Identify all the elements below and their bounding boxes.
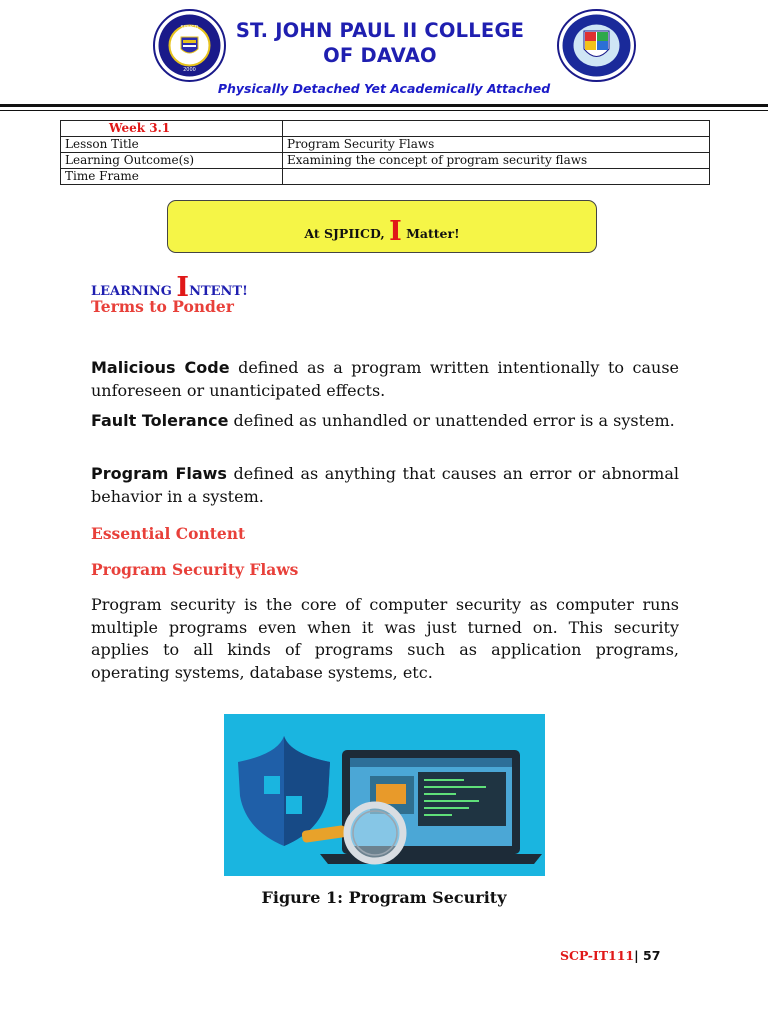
term-fault-tolerance bbox=[91, 410, 679, 433]
row-value-time-frame bbox=[283, 169, 710, 185]
banner-big-letter: I bbox=[389, 216, 402, 247]
college-name-line1: ST. JOHN PAUL II COLLEGE bbox=[235, 19, 525, 42]
term-malicious-code bbox=[91, 357, 679, 402]
terms-heading: Terms to Ponder bbox=[91, 297, 234, 316]
body-paragraph: Program security is the core of computer security as computer runs multiple programs even when it was just turned on. This security applies to all kinds of programs such as application programs, operating systems, database systems, etc. bbox=[91, 595, 679, 682]
tagline: Physically Detached Yet Academically Attached bbox=[217, 81, 551, 96]
footer-separator: | bbox=[634, 948, 644, 963]
banner-suffix: Matter! bbox=[401, 226, 460, 241]
section-heading: Program Security Flaws bbox=[91, 560, 299, 579]
svg-text:SJPIICD: SJPIICD bbox=[180, 25, 199, 31]
table-row bbox=[61, 121, 710, 137]
page-number: 57 bbox=[643, 948, 661, 963]
banner-prefix: At SJPIICD, bbox=[304, 226, 390, 241]
college-name-line2: OF DAVAO bbox=[323, 44, 437, 67]
department-seal-right bbox=[557, 9, 636, 82]
term-name: Program Flaws bbox=[91, 464, 227, 483]
term-definition: defined as a program written intentionally to cause unforeseen or unanticipated effects. bbox=[91, 358, 680, 400]
table-cell bbox=[283, 121, 710, 137]
term-name: Malicious Code bbox=[91, 358, 230, 377]
college-name bbox=[190, 18, 570, 68]
motto-banner bbox=[167, 200, 597, 253]
term-program-flaws bbox=[91, 463, 679, 508]
row-value-learning-outcome: Examining the concept of program security flaws bbox=[283, 153, 710, 169]
table-row bbox=[61, 137, 710, 153]
lesson-info-table bbox=[60, 120, 710, 185]
page-footer bbox=[560, 948, 660, 963]
row-label-lesson-title: Lesson Title bbox=[61, 137, 283, 153]
row-value-lesson-title: Program Security Flaws bbox=[283, 137, 710, 153]
week-label: Week 3.1 bbox=[61, 121, 283, 137]
header-divider-thin bbox=[0, 110, 768, 111]
course-code: SCP-IT111 bbox=[560, 948, 635, 963]
program-security-illustration bbox=[224, 714, 545, 876]
table-row bbox=[61, 153, 710, 169]
learning-intent-big-letter: I bbox=[176, 272, 190, 303]
term-definition: defined as anything that causes an error or abnormal behavior in a system. bbox=[91, 464, 680, 506]
term-definition: defined as unhandled or unattended error is a system. bbox=[228, 411, 675, 430]
figure-caption: Figure 1: Program Security bbox=[261, 888, 507, 907]
row-label-learning-outcome: Learning Outcome(s) bbox=[61, 153, 283, 169]
term-name: Fault Tolerance bbox=[91, 411, 229, 430]
learning-intent-suffix: NTENT! bbox=[189, 284, 248, 299]
essential-content-heading: Essential Content bbox=[91, 524, 246, 543]
header-divider bbox=[0, 104, 768, 107]
learning-intent-prefix: LEARNING bbox=[91, 284, 177, 299]
row-label-time-frame: Time Frame bbox=[61, 169, 283, 185]
table-row bbox=[61, 169, 710, 185]
seal-year: 2000 bbox=[183, 67, 196, 73]
